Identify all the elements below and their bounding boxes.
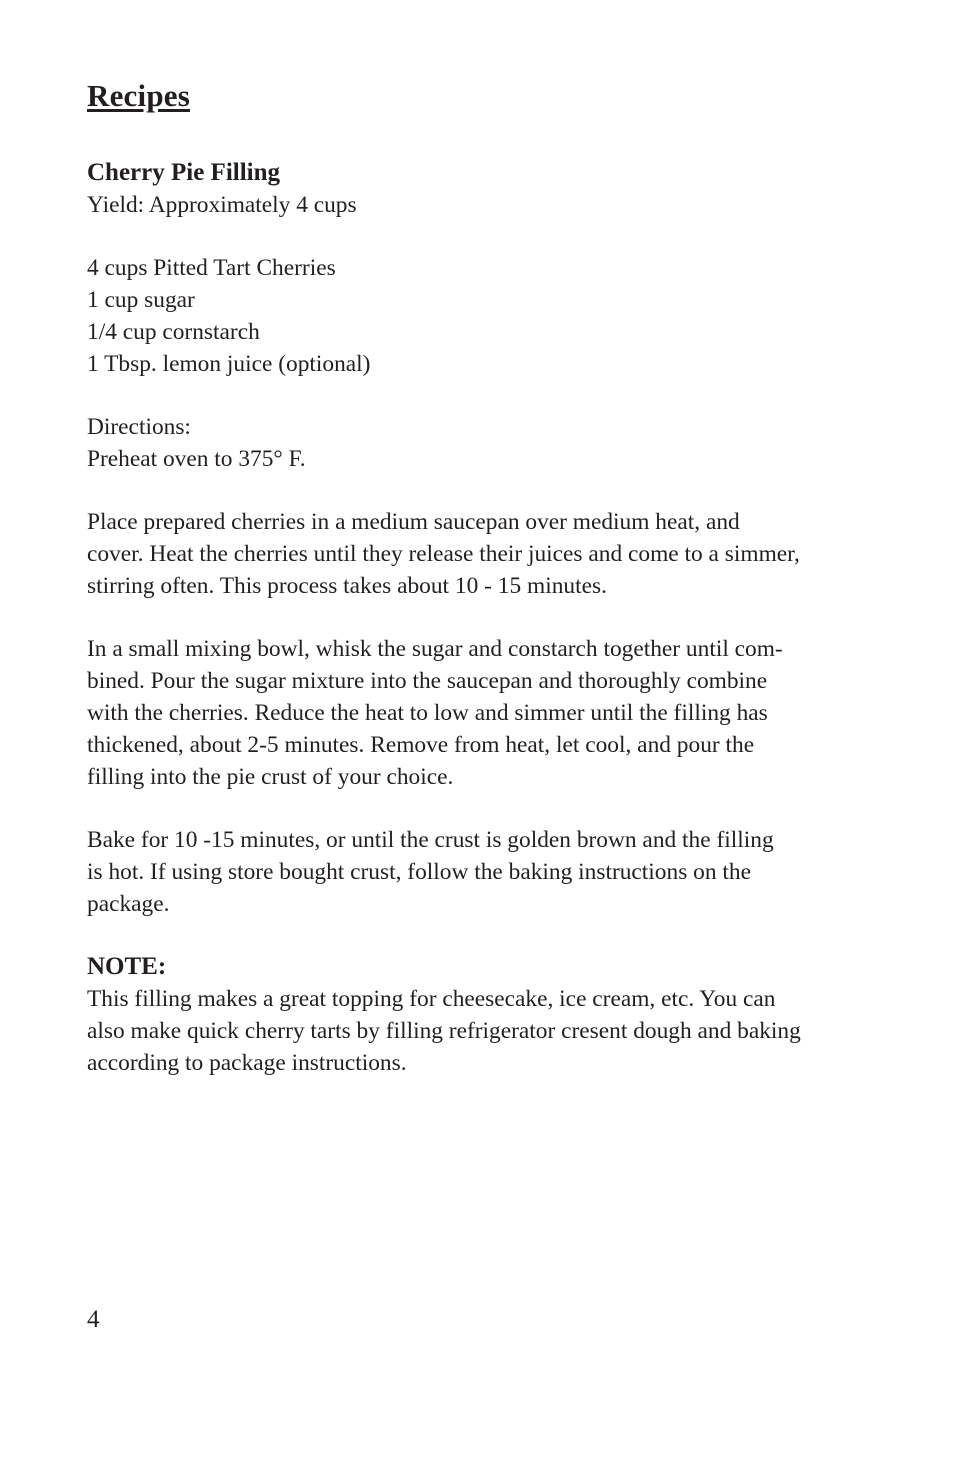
direction-step-3 xyxy=(87,824,887,920)
paragraph-line: stirring often. This process takes about 10 - 15 minutes. xyxy=(87,573,607,599)
paragraph-line: In a small mixing bowl, whisk the sugar and constarch together until com- xyxy=(87,636,783,662)
ingredient-item: 1 cup sugar xyxy=(87,287,195,313)
paragraph-line: also make quick cherry tarts by filling refrigerator cresent dough and baking xyxy=(87,1018,801,1044)
direction-step-1 xyxy=(87,506,887,602)
recipe-yield: Yield: Approximately 4 cups xyxy=(87,192,357,218)
note-label: NOTE: xyxy=(87,953,167,980)
paragraph-line: thickened, about 2-5 minutes. Remove from heat, let cool, and pour the xyxy=(87,732,755,758)
note-section xyxy=(87,951,887,1079)
recipe-header xyxy=(87,157,887,221)
preheat-instruction: Preheat oven to 375° F. xyxy=(87,446,306,472)
paragraph-line: package. xyxy=(87,891,170,917)
directions-intro xyxy=(87,411,887,475)
paragraph-line: according to package instructions. xyxy=(87,1050,407,1076)
section-heading: Recipes xyxy=(87,78,190,113)
paragraph-line: bined. Pour the sugar mixture into the saucepan and thoroughly combine xyxy=(87,668,768,694)
recipe-title: Cherry Pie Filling xyxy=(87,159,281,186)
ingredient-item: 4 cups Pitted Tart Cherries xyxy=(87,255,336,281)
direction-step-2 xyxy=(87,633,887,793)
paragraph-line: Bake for 10 -15 minutes, or until the crust is golden brown and the filling xyxy=(87,827,774,853)
ingredient-list xyxy=(87,252,887,380)
paragraph-line: is hot. If using store bought crust, follow the baking instructions on the xyxy=(87,859,751,885)
page-number: 4 xyxy=(87,1306,100,1333)
recipe-content xyxy=(87,157,887,1110)
ingredient-item: 1/4 cup cornstarch xyxy=(87,319,260,345)
directions-label: Directions: xyxy=(87,414,191,440)
paragraph-line: Place prepared cherries in a medium saucepan over medium heat, and xyxy=(87,509,740,535)
paragraph-line: filling into the pie crust of your choice. xyxy=(87,764,454,790)
paragraph-line: cover. Heat the cherries until they release their juices and come to a simmer, xyxy=(87,541,800,567)
ingredient-item: 1 Tbsp. lemon juice (optional) xyxy=(87,351,371,377)
paragraph-line: This filling makes a great topping for cheesecake, ice cream, etc. You can xyxy=(87,986,776,1012)
paragraph-line: with the cherries. Reduce the heat to low and simmer until the filling has xyxy=(87,700,768,726)
